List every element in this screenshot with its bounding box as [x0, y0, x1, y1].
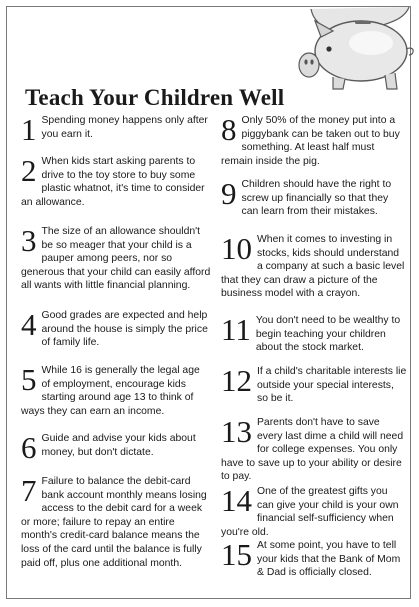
tip-number: 6	[21, 430, 37, 465]
tip-item	[221, 485, 407, 539]
tip-item	[21, 309, 211, 350]
tip-text: At some point, you have to tell your kids that the Bank of Mom & Dad is officially closed.	[257, 540, 401, 579]
tip-text: You don't need to be wealthy to begin teaching your children about the stock market.	[255, 315, 401, 354]
tip-text: Parents don't have to save every last dime a child will need for college expenses. You only have to save up to your ability or desire to pay.	[221, 417, 404, 483]
tip-item	[221, 416, 407, 484]
tip-item	[21, 225, 211, 293]
tip-number: 1	[21, 112, 37, 147]
tip-number: 14	[221, 483, 252, 518]
tip-number: 4	[21, 307, 37, 342]
tip-text: One of the greatest gifts you can give your child is your own financial self-sufficiency when you're old.	[221, 486, 399, 538]
tip-item	[221, 539, 407, 580]
tip-text: When it comes to investing in stocks, kids should understand a company at such a basic level that they can draw a picture of the business model with a crayon.	[221, 234, 405, 300]
tip-text: Failure to balance the debit-card bank account monthly means losing access to the debit card for a week or more; failure to repay an entire month's credit-card balance means the loss of the card until the balance is fully paid off, plus one additional month.	[21, 476, 207, 569]
tip-item	[221, 114, 407, 168]
tip-text: Guide and advise your kids about money, but don't dictate.	[41, 433, 196, 458]
tip-item	[221, 233, 407, 301]
piggy-bank-icon	[275, 7, 417, 91]
tip-number: 3	[21, 223, 37, 258]
tip-item	[21, 155, 211, 209]
tip-item	[221, 365, 407, 406]
tip-text: Spending money happens only after you earn it.	[41, 115, 208, 140]
tip-item	[21, 112, 211, 147]
tip-number: 10	[221, 231, 252, 266]
tip-number: 5	[21, 362, 37, 397]
tip-number: 2	[21, 153, 37, 188]
tip-text: Good grades are expected and help around the house is simply the price of family life.	[41, 310, 208, 349]
tip-text: The size of an allowance shouldn't be so meager that your child is a pauper among peers, nor so generous that your child can easily afford all wants with little financial planning.	[21, 226, 211, 292]
tip-item	[21, 430, 211, 465]
tip-item	[221, 178, 407, 219]
tip-item	[221, 314, 407, 355]
tip-number: 12	[221, 363, 252, 398]
tip-text: Children should have the right to screw up financially so that they can learn from their mistakes.	[241, 179, 392, 218]
tip-text: While 16 is generally the legal age of employment, encourage kids starting around age 13 to think of ways they can earn an income.	[21, 365, 200, 417]
page-title: Teach Your Children Well	[25, 85, 285, 110]
tip-number: 7	[21, 473, 37, 508]
tips-panel	[6, 6, 411, 599]
tip-item	[21, 475, 211, 570]
tip-number: 8	[221, 112, 237, 147]
tip-number: 13	[221, 414, 252, 449]
tip-number: 11	[221, 312, 251, 347]
tip-text: Only 50% of the money put into a piggybank can be taken out to buy something. At least half must remain inside the pig.	[221, 115, 400, 167]
tip-item	[21, 364, 211, 418]
tip-text: If a child's charitable interests lie outside your special interests, so be it.	[257, 366, 407, 405]
tip-number: 9	[221, 176, 237, 211]
tip-number: 15	[221, 537, 252, 572]
tip-text: When kids start asking parents to drive to the toy store to buy some plastic whatnot, it's time to consider an allowance.	[21, 156, 205, 208]
